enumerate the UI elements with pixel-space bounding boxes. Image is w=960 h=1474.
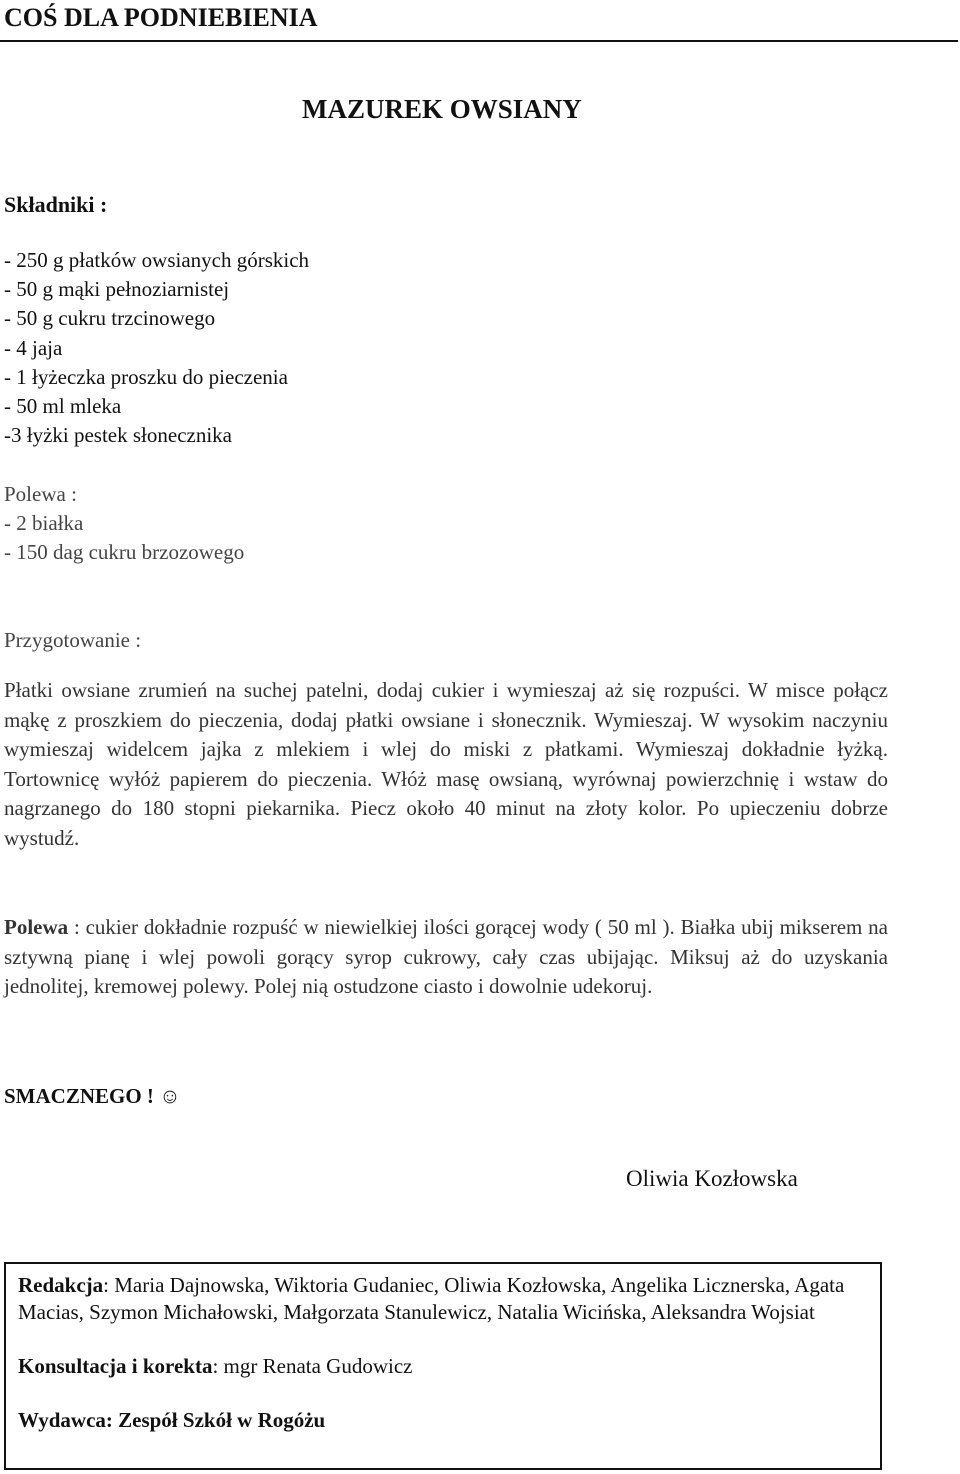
closing-text: SMACZNEGO ! — [4, 1084, 160, 1108]
publisher-label: Wydawca: Zespół Szkół w Rogóżu — [18, 1408, 326, 1432]
author-name: Oliwia Kozłowska — [626, 1166, 798, 1191]
glaze-list — [4, 480, 244, 568]
glaze-prep-text: : cukier dokładnie rozpuść w niewielkiej ilości gorącej wody ( 50 ml ). Białka ubij mikserem na sztywną pianę i wlej powoli gorący syrop cukrowy, cały czas ubijając. Miksuj aż do uzyskania jednolitej, kremowej polewy. Polej nią ostudzone ciasto i dowolnie udekoruj. — [4, 915, 888, 998]
publisher-line — [18, 1407, 868, 1434]
closing-line — [4, 1084, 181, 1109]
ingredient-item: - 50 g cukru trzcinowego — [4, 306, 216, 331]
ingredient-item: - 50 ml mleka — [4, 394, 122, 419]
header-rule — [0, 40, 958, 42]
smiley-icon: ☺ — [159, 1084, 181, 1108]
glaze-label: Polewa : — [4, 482, 77, 506]
consult-name: : mgr Renata Gudowicz — [212, 1354, 413, 1378]
ingredient-item: - 4 jaja — [4, 335, 63, 360]
ingredients-label: Składniki : — [4, 192, 108, 217]
glaze-prep-label: Polewa — [4, 915, 69, 939]
glaze-item: - 2 białka — [4, 511, 84, 536]
editors-label: Redakcja — [18, 1273, 104, 1297]
ingredient-item: - 50 g mąki pełnoziarnistej — [4, 277, 230, 302]
credits-box — [4, 1262, 882, 1470]
consult-label: Konsultacja i korekta — [18, 1354, 213, 1378]
ingredients-list — [4, 246, 309, 450]
consult-line — [18, 1353, 868, 1380]
ingredient-item: - 250 g płatków owsianych górskich — [4, 248, 310, 272]
ingredient-item: -3 łyżki pestek słonecznika — [4, 423, 233, 448]
ingredient-item: - 1 łyżeczka proszku do pieczenia — [4, 364, 288, 389]
preparation-label: Przygotowanie : — [4, 628, 142, 652]
section-header: COŚ DLA PODNIEBIENIA — [4, 3, 318, 32]
recipe-title: MAZUREK OWSIANY — [302, 94, 582, 124]
editors-line — [18, 1272, 868, 1326]
glaze-item: - 150 dag cukru brzozowego — [4, 540, 245, 565]
preparation-text: Płatki owsiane zrumień na suchej patelni, dodaj cukier i wymieszaj aż się rozpuści. W misce połącz mąkę z proszkiem do pieczenia, dodaj płatki owsiane i słonecznik. Wymieszaj. W wysokim naczyniu wymieszaj widelcem jajka z mlekiem i wlej do miski z płatkami. Wymieszaj dokładnie łyżką. Tortownicę wyłóż papierem do pieczenia. Włóż masę owsianą, wyrównaj powierzchnię i wstaw do nagrzanego do 180 stopni piekarnika. Piecz około 40 minut na złoty kolor. Po upieczeniu dobrze wystudź. — [4, 678, 888, 850]
glaze-preparation — [4, 913, 888, 1002]
editors-names: : Maria Dajnowska, Wiktoria Gudaniec, Oliwia Kozłowska, Angelika Licznerska, Agata Macias, Szymon Michałowski, Małgorzata Stanulewicz, Natalia Wicińska, Aleksandra Wojsiat — [18, 1273, 845, 1324]
